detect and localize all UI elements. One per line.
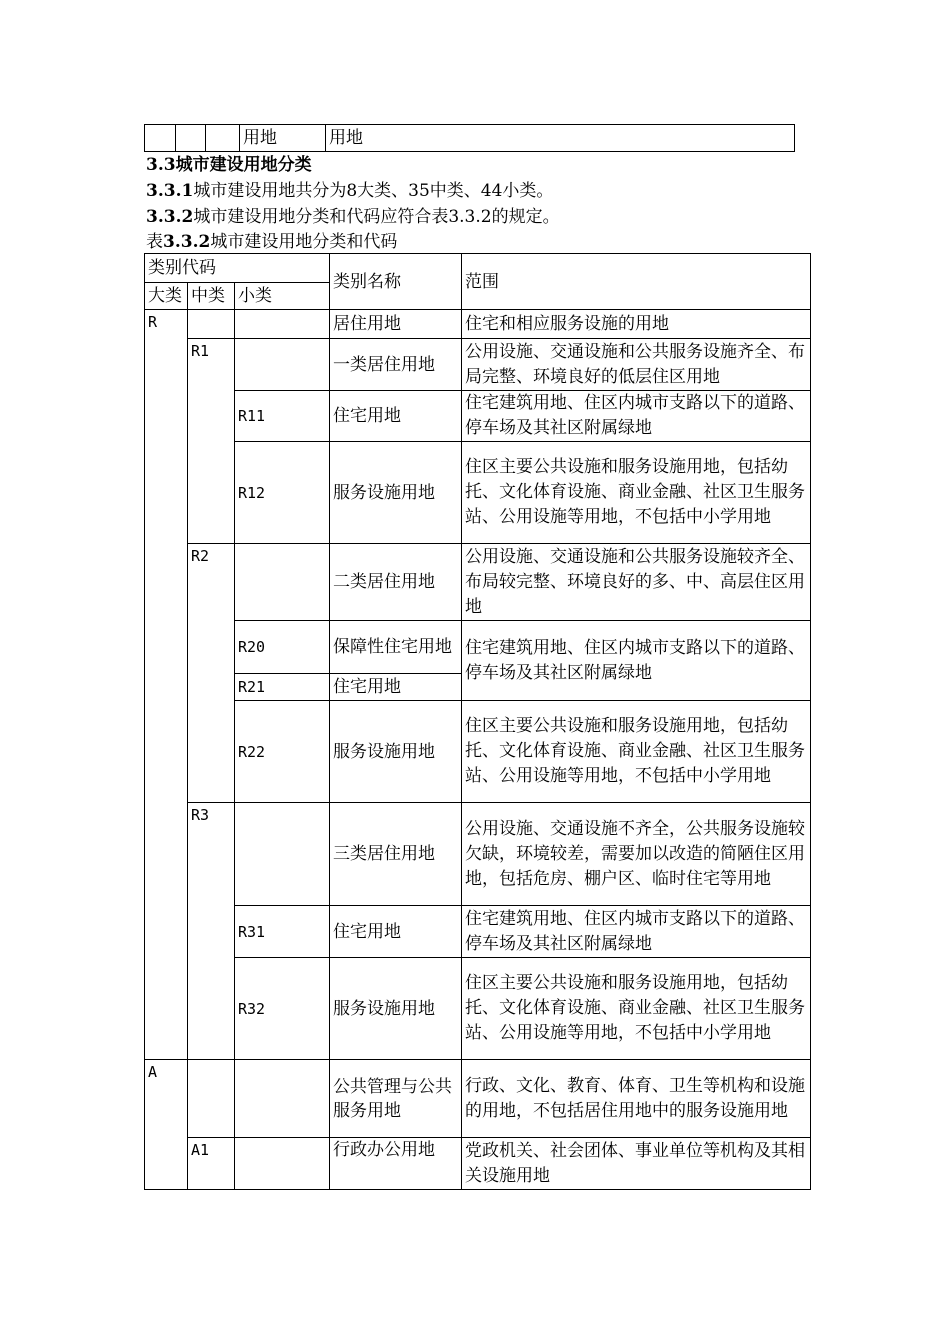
range-cell: 住区主要公共设施和服务设施用地，包括幼托、文化体育设施、商业金融、社区卫生服务站、公用设施等用地，不包括中小学用地: [462, 701, 811, 803]
table-row: [145, 442, 811, 544]
header-medium: 中类: [188, 283, 235, 310]
range-cell: 住宅建筑用地、住区内城市支路以下的道路、停车场及其社区附属绿地: [462, 391, 811, 442]
table-row: [145, 125, 795, 152]
minor-code-cell: R20: [235, 621, 330, 674]
range-cell: 党政机关、社会团体、事业单位等机构及其相关设施用地: [462, 1138, 811, 1190]
medium-code-cell: A1: [188, 1138, 235, 1190]
range-cell: 住宅建筑用地、住区内城市支路以下的道路、停车场及其社区附属绿地: [462, 621, 811, 701]
section-heading: [146, 153, 312, 177]
table-cell: 用地: [326, 125, 795, 152]
name-cell: 住宅用地: [330, 906, 462, 958]
caption-prefix: 表: [146, 232, 163, 252]
minor-code-cell: [235, 1060, 330, 1138]
name-cell: 住宅用地: [330, 391, 462, 442]
name-cell: 一类居住用地: [330, 339, 462, 391]
range-cell: 公用设施、交通设施不齐全，公共服务设施较欠缺，环境较差，需要加以改造的简陋住区用地，包括危房、棚户区、临时住宅等用地: [462, 803, 811, 906]
header-range: 范围: [462, 254, 811, 310]
medium-code-cell: [188, 310, 235, 339]
minor-code-cell: R32: [235, 958, 330, 1060]
name-cell: 公共管理与公共服务用地: [330, 1060, 462, 1138]
name-cell: 服务设施用地: [330, 958, 462, 1060]
medium-code-cell: [188, 1060, 235, 1138]
minor-code-cell: R12: [235, 442, 330, 544]
range-cell: 公用设施、交通设施和公共服务设施齐全、布局完整、环境良好的低层住区用地: [462, 339, 811, 391]
major-code-cell: R: [145, 310, 188, 1060]
land-use-classification-table: [144, 253, 811, 1190]
table-row: [145, 391, 811, 442]
clause-3-3-2: [146, 205, 560, 229]
minor-code-cell: [235, 803, 330, 906]
major-code-cell: A: [145, 1060, 188, 1190]
table-row: [145, 310, 811, 339]
caption-number: 3.3.2: [163, 232, 211, 252]
clause-number: 3.3.2: [146, 207, 194, 227]
name-cell: 服务设施用地: [330, 701, 462, 803]
minor-code-cell: [235, 310, 330, 339]
table-row: [145, 1138, 811, 1190]
table-cell: 用地: [240, 125, 326, 152]
range-cell: 住区主要公共设施和服务设施用地，包括幼托、文化体育设施、商业金融、社区卫生服务站、公用设施等用地，不包括中小学用地: [462, 442, 811, 544]
name-cell: 行政办公用地: [330, 1138, 462, 1190]
header-code-group: 类别代码: [145, 254, 330, 283]
medium-code-cell: R1: [188, 339, 235, 544]
header-name: 类别名称: [330, 254, 462, 310]
name-cell: 二类居住用地: [330, 544, 462, 621]
table-row: [145, 906, 811, 958]
table-row: [145, 701, 811, 803]
medium-code-cell: R2: [188, 544, 235, 803]
range-cell: 住区主要公共设施和服务设施用地，包括幼托、文化体育设施、商业金融、社区卫生服务站、公用设施等用地，不包括中小学用地: [462, 958, 811, 1060]
caption-text: 城市建设用地分类和代码: [210, 232, 398, 252]
clause-text: 城市建设用地分类和代码应符合表3.3.2的规定。: [193, 207, 560, 227]
name-cell: 住宅用地: [330, 674, 462, 701]
range-cell: 住宅和相应服务设施的用地: [462, 310, 811, 339]
minor-code-cell: R11: [235, 391, 330, 442]
minor-code-cell: [235, 339, 330, 391]
table-row: [145, 339, 811, 391]
table-cell: [145, 125, 176, 152]
clause-text: 城市建设用地共分为8大类、35中类、44小类。: [193, 181, 554, 201]
range-cell: 住宅建筑用地、住区内城市支路以下的道路、停车场及其社区附属绿地: [462, 906, 811, 958]
name-cell: 居住用地: [330, 310, 462, 339]
range-cell: 行政、文化、教育、体育、卫生等机构和设施的用地，不包括居住用地中的服务设施用地: [462, 1060, 811, 1138]
clause-number: 3.3.1: [146, 181, 194, 201]
table-cell: [176, 125, 206, 152]
minor-code-cell: R31: [235, 906, 330, 958]
minor-code-cell: [235, 1138, 330, 1190]
minor-code-cell: [235, 544, 330, 621]
table-row: [145, 803, 811, 906]
minor-code-cell: R22: [235, 701, 330, 803]
previous-table-continuation: [144, 124, 795, 152]
range-cell: 公用设施、交通设施和公共服务设施较齐全、布局较完整、环境良好的多、中、高层住区用地: [462, 544, 811, 621]
table-row: [145, 621, 811, 674]
name-cell: 保障性住宅用地: [330, 621, 462, 674]
header-major: 大类: [145, 283, 188, 310]
table-row: [145, 544, 811, 621]
clause-3-3-1: [146, 179, 553, 203]
minor-code-cell: R21: [235, 674, 330, 701]
name-cell: 三类居住用地: [330, 803, 462, 906]
section-number: 3.3: [146, 155, 176, 175]
table-row: [145, 1060, 811, 1138]
name-cell: 服务设施用地: [330, 442, 462, 544]
section-title: 城市建设用地分类: [175, 155, 312, 175]
medium-code-cell: R3: [188, 803, 235, 1060]
table-cell: [206, 125, 240, 152]
table-caption: [146, 230, 397, 254]
table-row: [145, 958, 811, 1060]
header-minor: 小类: [235, 283, 330, 310]
header-row: [145, 254, 811, 283]
